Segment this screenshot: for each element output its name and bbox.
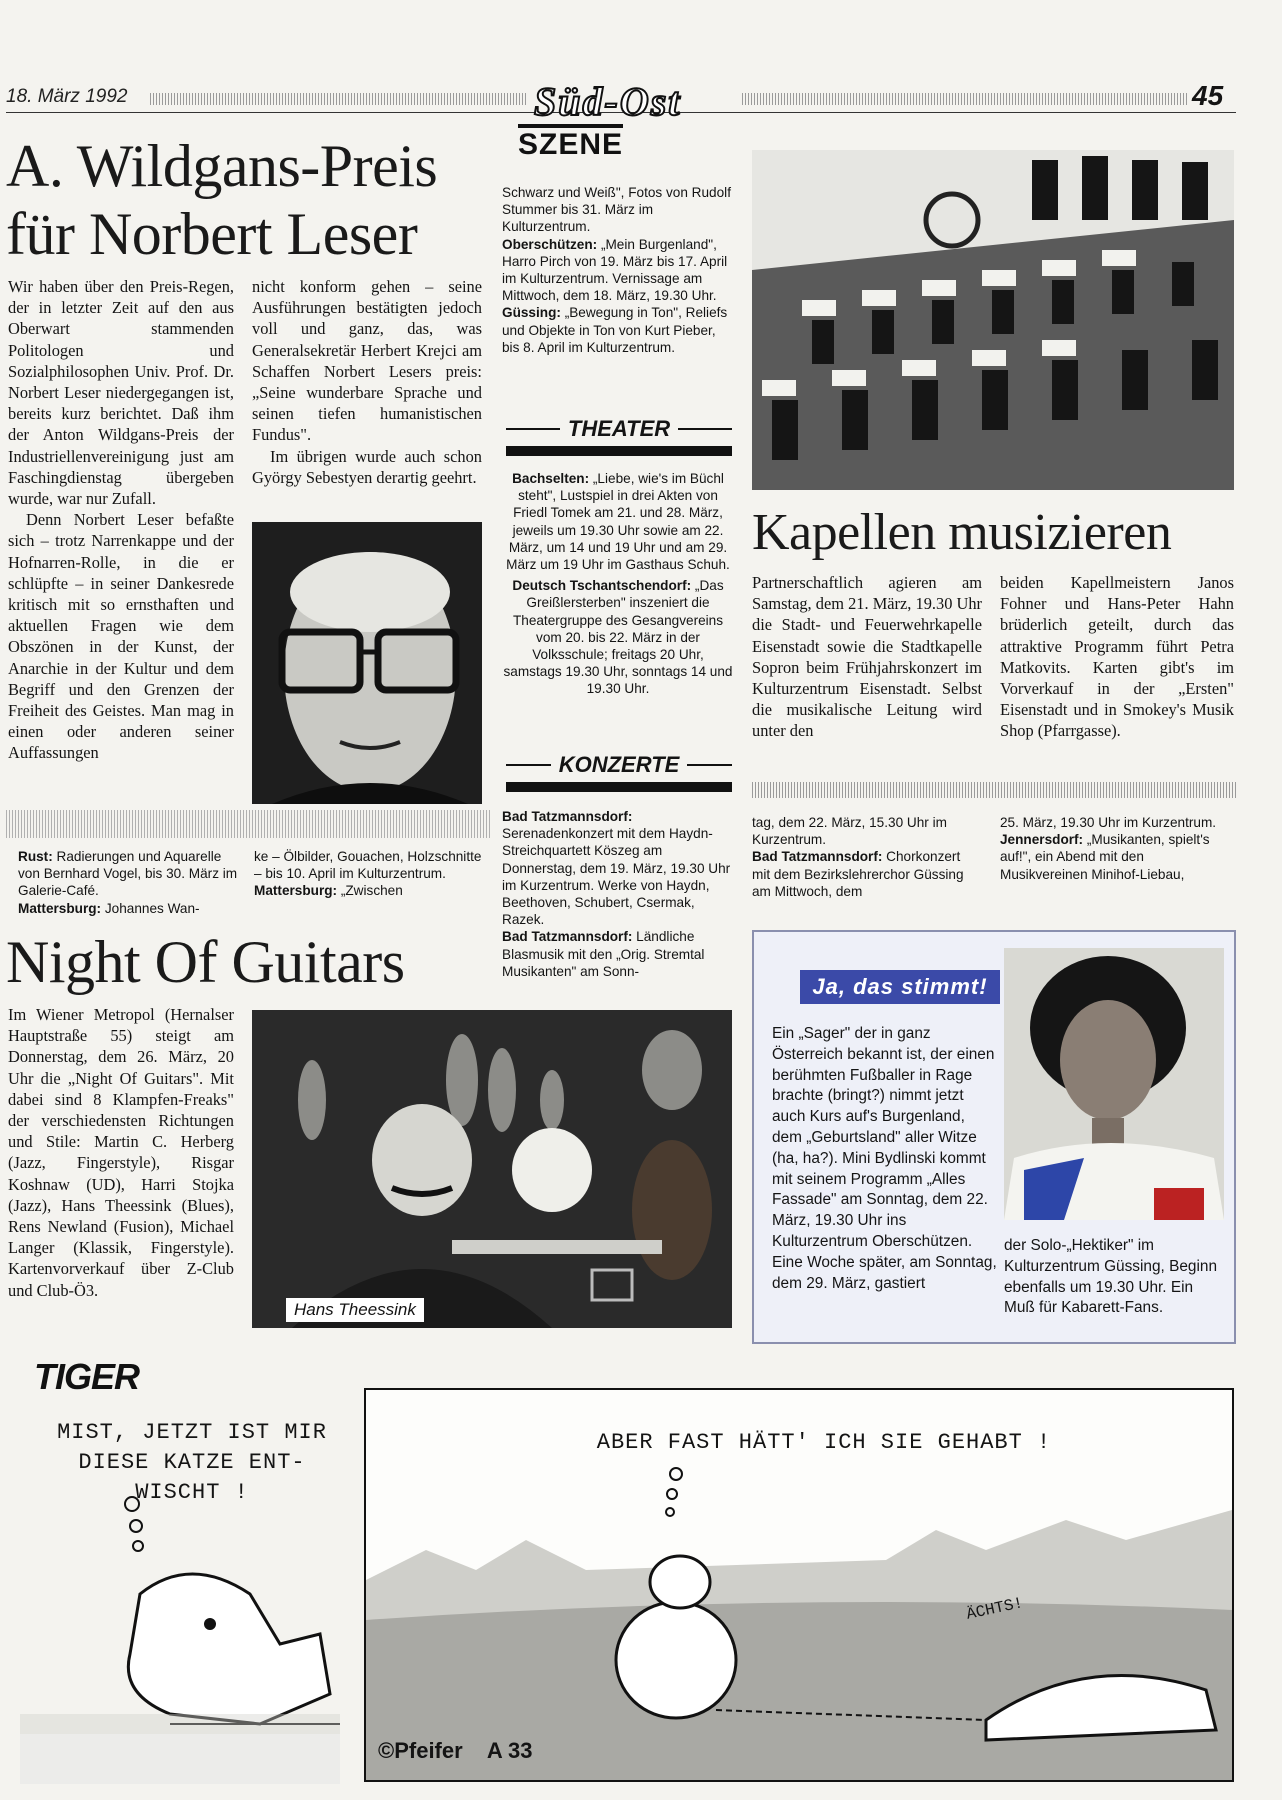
exhibition-text: Schwarz und Weiß", Fotos von Rudolf Stummer bis 31. März im Kulturzentrum. bbox=[502, 185, 731, 235]
exhibition-text: „Zwischen bbox=[337, 883, 403, 899]
guitarist-photo bbox=[252, 1010, 732, 1328]
section-logo bbox=[506, 78, 742, 164]
konzerte-rule bbox=[752, 782, 1236, 798]
header-rule-right bbox=[742, 93, 1187, 105]
logo-szene: SZENE bbox=[518, 124, 623, 162]
konzerte-heading-label: KONZERTE bbox=[558, 752, 680, 777]
exhibition-place: Güssing: bbox=[502, 305, 561, 321]
wildgans-headline bbox=[6, 132, 486, 268]
stimmt-body: Ein „Sager" der in ganz Österreich bekannt ist, der einen berühmten Fußballer in Rage brachte (bringt?) nimmt jetzt auch Kurs auf's Burgenland, dem „Geburtsland" aller Witze (ha, ha?). Mini Bydlinski kommt mit seinem Programm „Alles Fassade" am Sonntag, dem 22. März, 19.30 Uhr ins Kulturzentrum Oberschützen. Eine Woche später, am Sonntag, dem 29. März, gastiert bbox=[772, 1025, 997, 1292]
konzert-place: Bad Tatzmannsdorf: bbox=[502, 929, 633, 945]
theater-heading-bar bbox=[506, 446, 732, 456]
exhibition-text: ke – Ölbilder, Gouachen, Holzschnitte – bis 10. April im Kulturzentrum. bbox=[254, 849, 482, 882]
logo-script: Süd-Ost bbox=[534, 79, 682, 124]
konzert-entry bbox=[752, 814, 982, 848]
konzerte-heading-bar bbox=[506, 782, 732, 792]
photo-caption: Hans Theessink bbox=[286, 1298, 424, 1322]
comic-code: A 33 bbox=[486, 1738, 533, 1763]
comic-panel-2 bbox=[364, 1388, 1234, 1782]
wildgans-bottom-rule bbox=[6, 810, 490, 838]
konzert-text: tag, dem 22. März, 15.30 Uhr im Kurzentrum. bbox=[752, 815, 947, 848]
exhibition-text: „Mein Burgenland", Harro Pirch von 19. März bis 17. April im Kulturzentrum. Vernissage am Mittwoch, dem 18. März, 19.30 Uhr. bbox=[502, 236, 728, 304]
guitars-headline: Night Of Guitars bbox=[6, 929, 405, 995]
konzert-entry bbox=[1000, 814, 1234, 831]
heading-rule bbox=[678, 428, 732, 430]
konzert-text: Serenadenkonzert mit dem Haydn-Streichquartett Köszeg am Donnerstag, dem 19. März, 19.30 Uhr im Kurzentrum. Werke von Haydn, Beethoven, Schubert, Csermak, Razek. bbox=[502, 826, 731, 928]
wildgans-column-1 bbox=[8, 276, 234, 764]
wildgans-column-2 bbox=[252, 276, 482, 488]
portrait-image bbox=[252, 522, 482, 804]
exhibitions-list-right bbox=[254, 848, 482, 900]
exhibition-entry bbox=[18, 900, 238, 917]
guitarist-image bbox=[252, 1010, 732, 1328]
comic-signature-name: ©Pfeifer bbox=[378, 1738, 463, 1763]
konzert-text: „Musikanten, spielt's auf!", ein Abend mit den Musikvereinen Minihof-Liebau, bbox=[1000, 832, 1210, 882]
theater-entry bbox=[502, 470, 734, 573]
speech-line: MIST, JETZT IST MIR bbox=[57, 1420, 327, 1445]
orchestra-image bbox=[752, 150, 1234, 490]
heading-rule bbox=[506, 428, 560, 430]
konzert-place: Bad Tatzmannsdorf: bbox=[502, 809, 633, 824]
orchestra-photo bbox=[752, 150, 1234, 490]
guitars-body bbox=[8, 1004, 234, 1301]
header-rule-left bbox=[150, 93, 528, 105]
guitars-paragraph: Im Wiener Metropol (Hernalser Hauptstraße 55) steigt am Donnerstag, dem 26. März, 20 Uhr die „Night Of Guitars". Mit dabei sind 8 Klampfen-Freaks" der verschiedensten Richtungen und Stile: Martin C. Herberg (Jazz, Fingerstyle), Risgar Koshnaw (UD), Harri Stojka (Jazz), Hans Theessink (Blues), Rens Newland (Fusion), Michael Langer (Klassik, Fingerstyle). Kartenvorverkauf über Z-Club und Club-Ö3. bbox=[8, 1005, 234, 1300]
theater-heading-label: THEATER bbox=[567, 416, 671, 441]
kapellen-paragraph: Partnerschaftlich agieren am Samstag, dem 21. März, 19.30 Uhr die Stadt- und Feuerwehrkapelle Eisenstadt sowie die Stadtkapelle Sopron beim Frühjahrskonzert im Kulturzentrum Eisenstadt. Selbst die musikalische Leitung wird unter den bbox=[752, 573, 982, 741]
comedian-photo bbox=[1004, 948, 1224, 1220]
konzert-entry bbox=[502, 928, 734, 980]
wildgans-headline-line2: für Norbert Leser bbox=[6, 201, 418, 267]
page-number: 45 bbox=[1192, 80, 1224, 111]
konzerte-column-1 bbox=[502, 808, 734, 980]
kapellen-column-2 bbox=[1000, 572, 1234, 742]
theater-list bbox=[502, 470, 734, 698]
wildgans-paragraph: Im übrigen wurde auch schon György Sebestyen derartig geehrt. bbox=[252, 446, 482, 487]
exhibitions-list-left bbox=[18, 848, 238, 917]
exhibition-entry bbox=[502, 236, 734, 305]
exhibitions-list-top bbox=[502, 184, 734, 356]
konzerte-column-3 bbox=[1000, 814, 1234, 883]
speech-line: WISCHT ! bbox=[135, 1480, 249, 1505]
konzerte-section-heading bbox=[506, 752, 732, 778]
kapellen-column-1 bbox=[752, 572, 982, 742]
exhibition-entry bbox=[502, 304, 734, 356]
kapellen-headline: Kapellen musizieren bbox=[752, 504, 1172, 561]
exhibition-entry bbox=[18, 848, 238, 900]
comic-panel-1 bbox=[20, 1394, 340, 1784]
stimmt-heading: Ja, das stimmt! bbox=[800, 970, 1000, 1004]
heading-rule bbox=[506, 764, 551, 766]
speech-line: DIESE KATZE ENT- bbox=[78, 1450, 306, 1475]
konzert-text: Chorkonzert mit dem Bezirkslehrerchor Güssing am Mittwoch, dem bbox=[752, 849, 964, 899]
comic-speech-2: ABER FAST HÄTT' ICH SIE GEHABT ! bbox=[596, 1430, 1052, 1455]
konzert-place: Jennersdorf: bbox=[1000, 832, 1084, 848]
theater-place: Bachselten: bbox=[512, 471, 590, 486]
konzert-text: Ländliche Blasmusik mit den „Orig. Stremtal Musikanten" am Sonn- bbox=[502, 929, 705, 979]
comedian-image bbox=[1004, 948, 1224, 1220]
comic-drawing-landscape bbox=[366, 1390, 1232, 1780]
exhibition-place: Mattersburg: bbox=[254, 883, 338, 899]
exhibition-place: Mattersburg: bbox=[18, 900, 102, 916]
konzerte-column-2 bbox=[752, 814, 982, 900]
comic-title-tiger: TIGER bbox=[34, 1356, 140, 1397]
exhibition-text: „Bewegung in Ton", Reliefs und Objekte in Ton von Kurt Pieber, bis 8. April im Kulturzentrum. bbox=[502, 305, 728, 355]
issue-date: 18. März 1992 bbox=[6, 86, 128, 107]
exhibition-entry bbox=[254, 848, 482, 882]
exhibition-text: Johannes Wan- bbox=[101, 900, 200, 916]
stimmt-body-continued: der Solo-„Hektiker" im Kulturzentrum Güssing, Beginn ebenfalls um 19.30 Uhr. Ein Muß für Kabarett-Fans. bbox=[1004, 1237, 1218, 1317]
portrait-photo-leser bbox=[252, 522, 482, 804]
theater-entry bbox=[502, 577, 734, 697]
exhibition-place: Oberschützen: bbox=[502, 236, 598, 252]
comic-drawing-tiger bbox=[20, 1394, 340, 1784]
wildgans-headline-line1: A. Wildgans-Preis bbox=[6, 133, 438, 199]
comic-sound-effect: ÄCHTS! bbox=[964, 1594, 1025, 1624]
konzert-place: Bad Tatzmannsdorf: bbox=[752, 849, 883, 865]
wildgans-paragraph: nicht konform gehen – seine Ausführungen bestätigten jedoch voll und ganz, das, was Generalsekretär Herbert Krejci am Schaffen Norbert Lesers preis: „Seine wunderbare Sprache und seinen tiefen humanistischen Fundus". bbox=[252, 277, 482, 445]
theater-section-heading bbox=[506, 416, 732, 442]
heading-rule bbox=[687, 764, 732, 766]
wildgans-paragraph: Wir haben über den Preis-Regen, der in letzter Zeit auf den aus Oberwart stammenden Politologen und Sozialphilosophen Univ. Prof. Dr. Norbert Leser niedergegangen ist, bereits kurz berichtet. Daß ihm der Anton Wildgans-Preis der Industriellenvereinigung just am Faschingdienstag übergeben wurde, war nur Zufall. bbox=[8, 277, 234, 509]
konzert-entry bbox=[752, 848, 982, 900]
theater-text: „Das Greißlersterben" inszeniert die Theatergruppe des Gesangvereins vom 20. bis 22. März in der Volksschule; freitags 20 Uhr, samstags 19.30 Uhr, sonntags 14 und 19.30 Uhr. bbox=[503, 578, 733, 697]
exhibition-text: Radierungen und Aquarelle von Bernhard Vogel, bis 30. März im Galerie-Café. bbox=[18, 849, 238, 899]
konzert-entry bbox=[502, 808, 734, 928]
exhibition-entry bbox=[502, 184, 734, 236]
exhibition-entry bbox=[254, 882, 482, 899]
kapellen-paragraph: beiden Kapellmeistern Janos Fohner und Hans-Peter Hahn brüderlich geteilt, durch das attraktive Programm führt Petra Matkovits. Karten gibt's im Vorverkauf in der „Ersten" Eisenstadt und in Smokey's Musik Shop (Pfarrgasse). bbox=[1000, 573, 1234, 741]
stimmt-box bbox=[752, 930, 1236, 1344]
theater-text: „Liebe, wie's im Büchl steht", Lustspiel in drei Akten von Friedl Tomek am 21. und 28. März, jeweils um 19.30 Uhr sowie am 22. März, um 14 und 19 Uhr und am 29. März um 19 Uhr im Gasthaus Schuh. bbox=[506, 471, 730, 573]
comic-signature bbox=[378, 1738, 532, 1764]
exhibition-place: Rust: bbox=[18, 849, 53, 864]
wildgans-paragraph: Denn Norbert Leser befaßte sich – trotz Narrenkappe und der Hofnarren-Rolle, in die er schlüpfte – in seiner Dankesrede kritisch mit so ernsthaften und aktuellen Fragen wie dem Obszönen in der Kunst, der Anarchie in der Kultur und dem Begriff und den Grenzen der Freiheit des Geistes. Man mag in einen oder anderen seiner Auffassungen bbox=[8, 510, 234, 763]
konzert-text: 25. März, 19.30 Uhr im Kurzentrum. bbox=[1000, 815, 1217, 830]
konzert-entry bbox=[1000, 831, 1234, 883]
theater-place: Deutsch Tschantschendorf: bbox=[512, 578, 692, 594]
